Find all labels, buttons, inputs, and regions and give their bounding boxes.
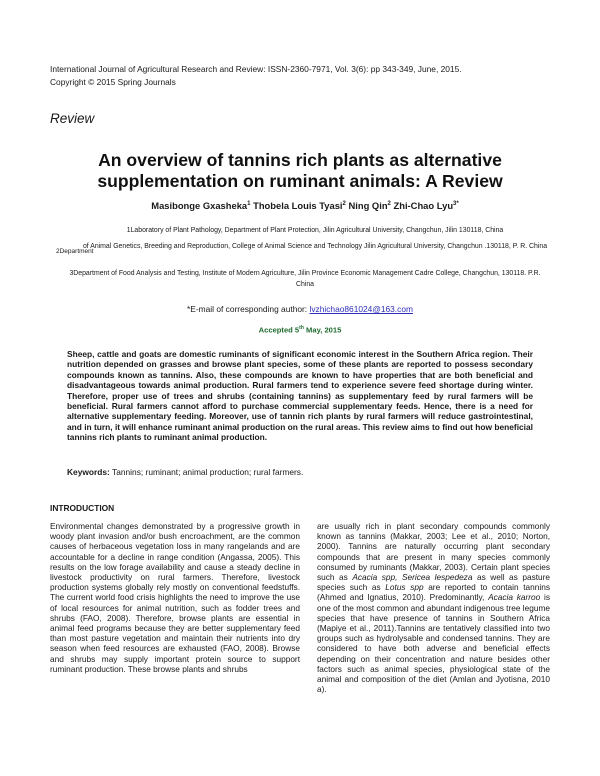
- accepted-ordinal: th: [299, 325, 304, 331]
- journal-header: [50, 63, 550, 89]
- species-name: Sericea lespedeza: [401, 572, 473, 583]
- author-name: Thobela Louis Tyasi: [253, 200, 343, 211]
- email-label: *E-mail of corresponding author:: [187, 304, 308, 314]
- body-text: is one of the most common and abundant indigenous tree legume species that have presence of tannins in Southern Africa (Mapiye et al., 2011).Tannins are tentatively classified into two groups such as hydrolysable and condensed tannins. They are considered to have both adverse and beneficial effects depending on their concentration and nature besides other factors such as animal species, physiological state of the animal and composition of the diet (Amlan and Jyotisna, 2010 a).: [317, 592, 550, 695]
- section-heading-introduction: INTRODUCTION: [50, 503, 115, 513]
- corresponding-email: [100, 304, 500, 314]
- author-name: Ning Qin: [348, 200, 388, 211]
- accepted-prefix: Accepted 5: [258, 325, 300, 335]
- accepted-suffix: May, 2015: [306, 325, 342, 335]
- journal-citation: International Journal of Agricultural Research and Review: ISSN-2360-7971, Vol. 3(6): pp 343-349, June, 2015.: [50, 64, 462, 74]
- author-name: Masibonge Gxasheka: [151, 200, 248, 211]
- affiliation-3: 3Department of Food Analysis and Testing, Institute of Modern Agriculture, Jilin Province Economic Management Cadre College, Changchun, 130118. P.R. China: [69, 270, 541, 288]
- body-text: as well as pasture species such as: [317, 572, 551, 593]
- affiliation-1: 1Laboratory of Plant Pathology, Department of Plant Protection, Jilin Agricultural University, Changchun, Jilin 130118, China: [126, 227, 504, 234]
- species-name: Acacia spp,: [352, 572, 398, 583]
- keywords-text: Tannins; ruminant; animal production; rural farmers.: [112, 467, 304, 477]
- body-text: are reported to contain tannins (Ahmed and Ignatius, 2010). Predominantly,: [317, 582, 550, 603]
- accepted-date: [100, 325, 500, 335]
- author-affiliation-mark: 2: [387, 200, 391, 207]
- affiliation-2-mark: 2Department: [56, 248, 94, 255]
- keywords-label: Keywords:: [67, 467, 110, 477]
- body-column-left: Environmental changes demonstrated by a progressive growth in woody plant invasion and/or bush encroachment, are the common causes of herbaceous vegetation loss in many rangelands and are accountable for a decline in range condition (Angassa, 2005). This results on the low forage availability and cause a steady decline in livestock productivity on rural farmers. Therefore, livestock production systems globally rely mostly on conventional feedstuffs. The current world food crisis highlights the need to improve the use of local resources for animal nutrition, such as fodder trees and shrubs (FAO, 2008). Therefore, browse plants are essential in animal feed programs because they are better supplementary feed than most pasture vegetation and maintain their nutrients into dry season when feed resources are exhausted (FAO, 2008). Browse and shrubs may supply important protein source to support ruminant production. These browse plants and shrubs: [50, 521, 300, 674]
- keywords: [67, 467, 533, 477]
- body-column-right: [317, 521, 550, 694]
- author-affiliation-mark: 1: [247, 200, 251, 207]
- article-type: Review: [50, 111, 95, 126]
- paper-title: An overview of tannins rich plants as alternative supplementation on ruminant animals: A Review: [97, 150, 503, 191]
- author-list: [60, 200, 550, 211]
- author-name: Zhi-Chao Lyu: [393, 200, 454, 211]
- species-name: Acacia karroo: [488, 592, 541, 603]
- copyright-line: Copyright © 2015 Spring Journals: [50, 77, 176, 87]
- author-affiliation-mark: 3*: [453, 200, 459, 207]
- abstract: Sheep, cattle and goats are domestic ruminants of significant economic interest in the Southern Africa region. Their nutrition depended on grasses and browse plant species, some of these plants are reported to possess secondary compounds known as tannins. Also, these compounds are known to have properties that are both beneficial and disadvantageous towards animal production. Rural farmers tend to experience severe feed shortage during winter. Therefore, proper use of trees and shrubs (containing tannins) as supplementary feed by rural farmers will be beneficial. Rural farmers cannot afford to purchase commercial supplementary feeds. Hence, there is a need for alternative supplementary feeding. Moreover, use of tannin rich plants by rural farmers will reduce gastrointestinal, and in turn, it will enhance ruminant animal production on the rural areas. This review aims to find out how beneficial tannins rich plants to ruminant animal production.: [67, 349, 533, 443]
- email-link[interactable]: lvzhichao861024@163.com: [309, 304, 413, 314]
- author-affiliation-mark: 2: [342, 200, 346, 207]
- affiliation-2: of Animal Genetics, Breeding and Reproduction, College of Animal Science and Technology Jilin Agricultural University, Changchun .130118, P. R. China: [82, 243, 548, 250]
- body-text: are usually rich in plant secondary compounds commonly known as tannins (Makkar, 2003; Lee et al., 2010; Norton, 2000). Tannins are naturally occurring plant secondary compounds that are present in many species commonly consumed by ruminants (Makkar, 2003). Certain plant species such as: [317, 521, 550, 583]
- species-name: Lotus spp: [385, 582, 424, 593]
